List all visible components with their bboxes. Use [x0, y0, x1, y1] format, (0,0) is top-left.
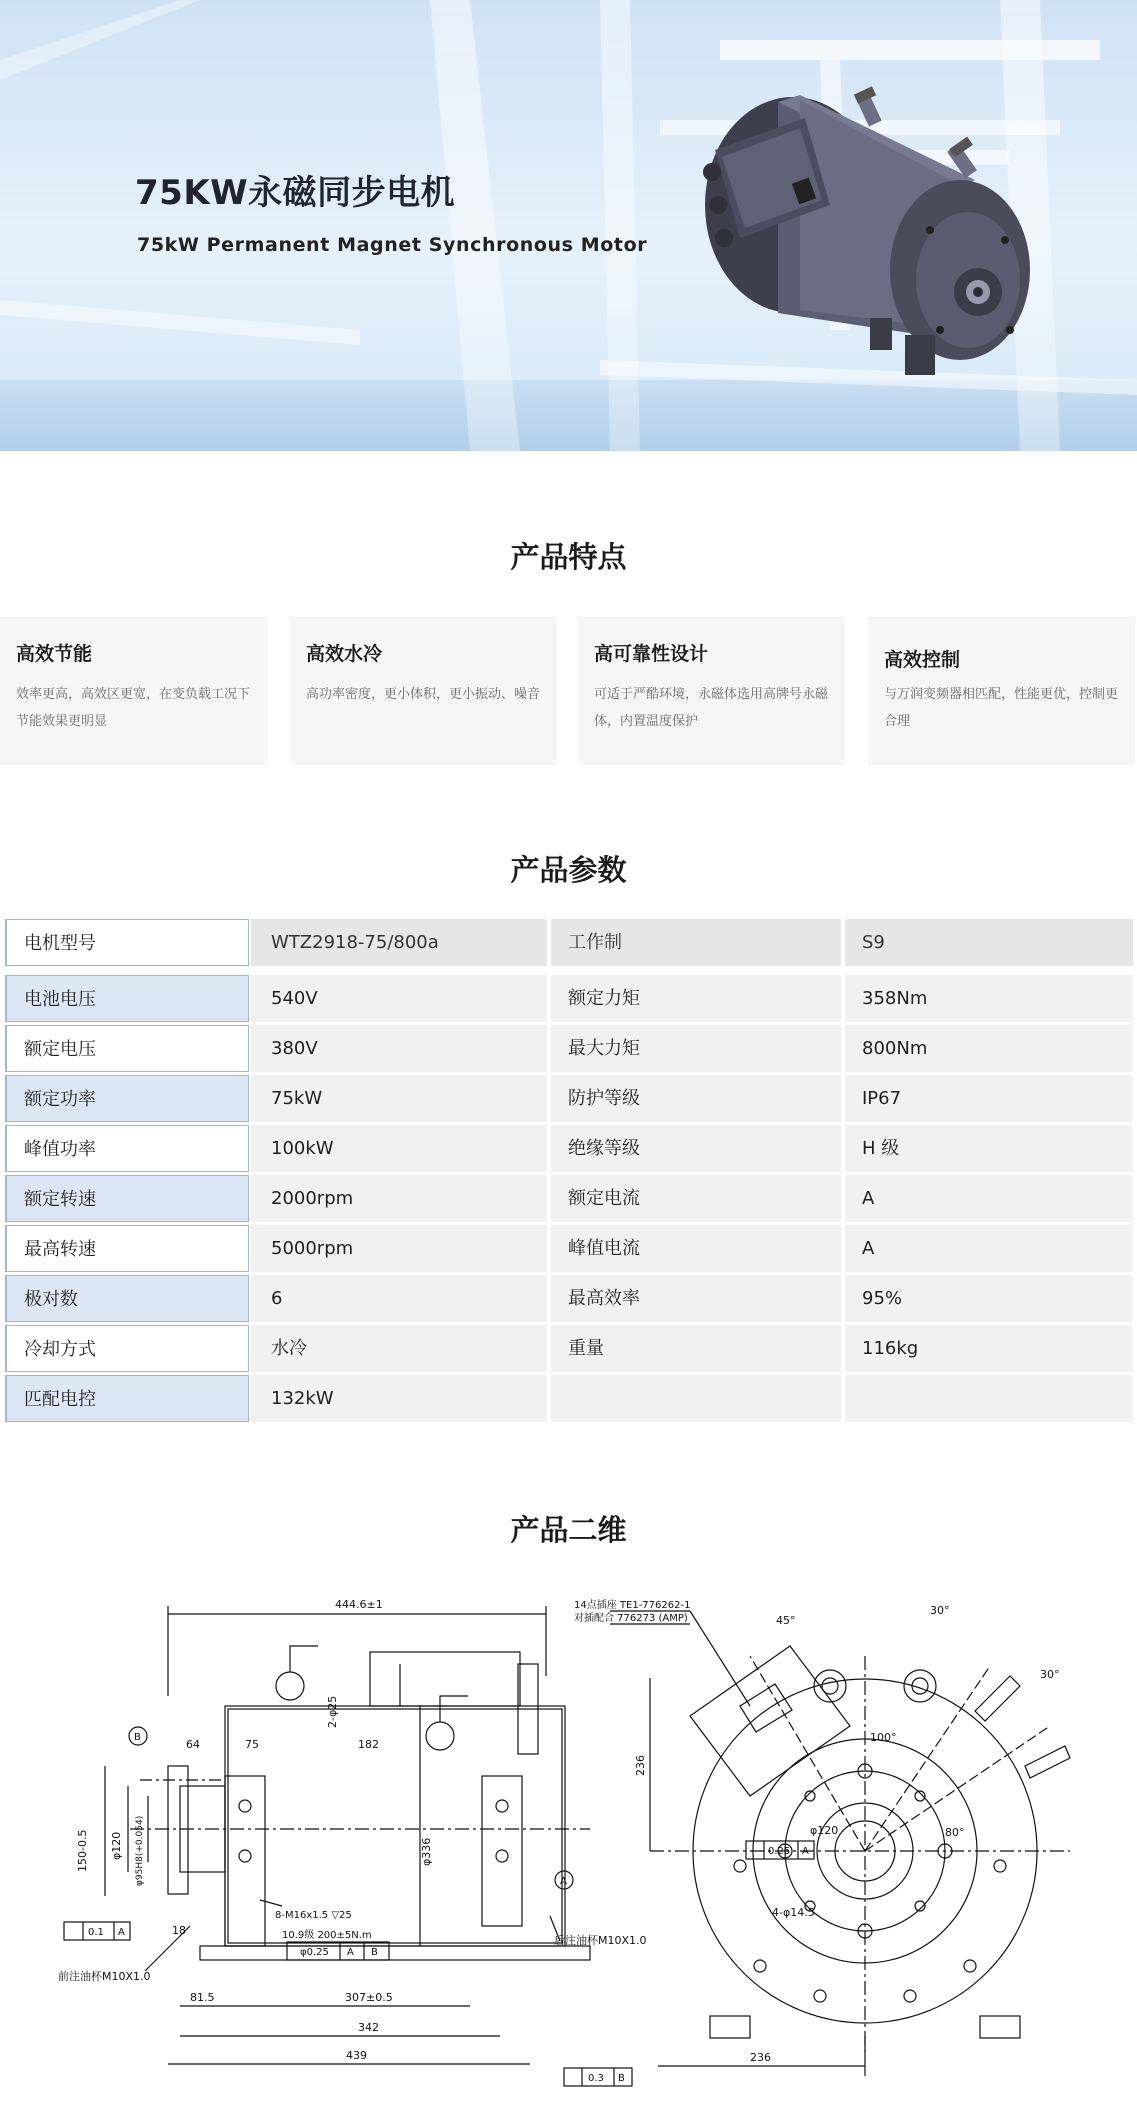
table-cell: 116kg: [845, 1325, 1133, 1372]
table-cell: 800Nm: [845, 1025, 1133, 1072]
table-cell: 540V: [251, 975, 547, 1022]
table-cell: 工作制: [551, 919, 841, 966]
dim-236-vertical: 236: [634, 1755, 647, 1776]
feature-card-reliability: [578, 617, 845, 765]
table-cell: 75kW: [251, 1075, 547, 1122]
table-cell: 绝缘等级: [551, 1125, 841, 1172]
table-cell: 极对数: [5, 1275, 249, 1322]
table-row: [5, 1075, 1133, 1122]
drawing-section-title: 产品二维: [510, 1513, 627, 1547]
datum-b-marker: B: [134, 1732, 141, 1743]
bolt-holes-4: 4-φ14.5: [772, 1906, 815, 1919]
table-cell: S9: [845, 919, 1133, 966]
table-cell: 电池电压: [5, 975, 249, 1022]
table-cell: 6: [251, 1275, 547, 1322]
table-cell: 防护等级: [551, 1075, 841, 1122]
dim-phi120-end: φ120: [810, 1824, 839, 1837]
dim-182: 182: [358, 1738, 379, 1751]
feature-title: 高效节能: [16, 643, 93, 665]
angle-45: 45°: [776, 1614, 796, 1627]
bolt-note: 8-M16x1.5 ▽25: [275, 1910, 352, 1921]
table-cell: A: [845, 1225, 1133, 1272]
feature-card-control: [868, 617, 1135, 765]
hero-banner: [0, 0, 1137, 451]
dim-2xphi25: 2-φ25: [326, 1695, 339, 1728]
table-cell: 冷却方式: [5, 1325, 249, 1372]
table-cell: 最高效率: [551, 1275, 841, 1322]
dim-439: 439: [346, 2049, 367, 2062]
dim-phi336: φ336: [420, 1837, 433, 1866]
dim-150: 150-0.5: [76, 1829, 89, 1872]
dim-307: 307±0.5: [345, 1991, 393, 2004]
hero-title: 75KW永磁同步电机: [135, 173, 456, 213]
dim-overall-length: 444.6±1: [335, 1598, 383, 1611]
connector-mate-note: 对插配合 776273 (AMP): [574, 1613, 688, 1624]
table-cell: 2000rpm: [251, 1175, 547, 1222]
table-row: [5, 1275, 1133, 1322]
feature-title: 高效水冷: [306, 643, 383, 665]
table-cell: [551, 1375, 841, 1422]
dim-64: 64: [186, 1738, 200, 1751]
feature-description: 效率更高，高效区更宽，在变负载工况下节能效果更明显: [16, 687, 251, 729]
tolerance-datum-a: A: [347, 1947, 354, 1958]
parallelism-value: 0.3: [588, 2073, 604, 2084]
dim-18: 18: [172, 1924, 186, 1937]
features-section-title: 产品特点: [510, 540, 627, 574]
feature-title: 高效控制: [884, 649, 961, 671]
end-tolerance-value: 0.25: [768, 1846, 791, 1857]
dim-75: 75: [245, 1738, 259, 1751]
table-row: [5, 1025, 1133, 1072]
runout-value: 0.1: [88, 1927, 104, 1938]
feature-card-energy: [0, 617, 267, 765]
table-cell: 峰值功率: [5, 1125, 249, 1172]
table-cell: 最高转速: [5, 1225, 249, 1272]
table-cell: 电机型号: [5, 919, 249, 966]
table-cell: 358Nm: [845, 975, 1133, 1022]
table-cell: 额定功率: [5, 1075, 249, 1122]
table-cell: 水冷: [251, 1325, 547, 1372]
angle-80: 80°: [945, 1826, 965, 1839]
table-cell: 额定电流: [551, 1175, 841, 1222]
oil-cup-front: 前注油杯M10X1.0: [58, 1970, 151, 1983]
table-row: [5, 975, 1133, 1022]
end-tolerance-datum: A: [802, 1846, 809, 1857]
parallelism-datum: B: [618, 2073, 625, 2084]
table-row: [5, 1175, 1133, 1222]
feature-description: 可适于严酷环境，永磁体选用高牌号永磁体，内置温度保护: [594, 687, 829, 729]
angle-30-right: 30°: [1040, 1668, 1060, 1681]
feature-description: 高功率密度，更小体积，更小振动、噪音: [306, 687, 541, 702]
dim-81-5: 81.5: [190, 1991, 215, 2004]
table-cell: 重量: [551, 1325, 841, 1372]
table-cell: 380V: [251, 1025, 547, 1072]
table-header-row: [5, 919, 1133, 966]
datum-a-marker: A: [560, 1876, 567, 1887]
table-cell: 额定转速: [5, 1175, 249, 1222]
table-row: [5, 1375, 1133, 1422]
angle-100: 100°: [870, 1731, 897, 1744]
table-cell: 峰值电流: [551, 1225, 841, 1272]
table-cell: 95%: [845, 1275, 1133, 1322]
technical-drawing: [50, 1596, 1090, 2096]
dim-phi120: φ120: [110, 1831, 123, 1860]
angle-30-top: 30°: [930, 1604, 950, 1617]
dim-236-horizontal: 236: [750, 2051, 771, 2064]
oil-cup-rear: 后注油杯M10X1.0: [554, 1934, 647, 1947]
table-cell: 匹配电控: [5, 1375, 249, 1422]
table-cell: 额定电压: [5, 1025, 249, 1072]
connector-note: 14点插座 TE1-776262-1: [574, 1600, 691, 1611]
table-cell: IP67: [845, 1075, 1133, 1122]
tunnel-background: [0, 0, 1137, 451]
dim-342: 342: [358, 2021, 379, 2034]
table-cell: 132kW: [251, 1375, 547, 1422]
table-cell: 额定力矩: [551, 975, 841, 1022]
dim-phi95: φ95H8(+0.054): [135, 1815, 145, 1886]
table-cell: A: [845, 1175, 1133, 1222]
table-row: [5, 1325, 1133, 1372]
position-tolerance: φ0.25: [300, 1947, 329, 1958]
table-cell: WTZ2918-75/800a: [251, 919, 547, 966]
table-cell: [845, 1375, 1133, 1422]
feature-card-cooling: [290, 617, 557, 765]
table-row: [5, 1125, 1133, 1172]
runout-datum: A: [118, 1927, 125, 1938]
table-row: [5, 1225, 1133, 1272]
tolerance-datum-b: B: [371, 1947, 378, 1958]
table-cell: 5000rpm: [251, 1225, 547, 1272]
hero-subtitle: 75kW Permanent Magnet Synchronous Motor: [137, 234, 648, 256]
table-cell: 最大力矩: [551, 1025, 841, 1072]
params-section-title: 产品参数: [510, 853, 627, 887]
table-cell: 100kW: [251, 1125, 547, 1172]
torque-note: 10.9级 200±5N.m: [282, 1930, 372, 1941]
table-cell: H 级: [845, 1125, 1133, 1172]
feature-description: 与万润变频器相匹配，性能更优，控制更合理: [884, 687, 1119, 729]
feature-title: 高可靠性设计: [594, 643, 709, 665]
